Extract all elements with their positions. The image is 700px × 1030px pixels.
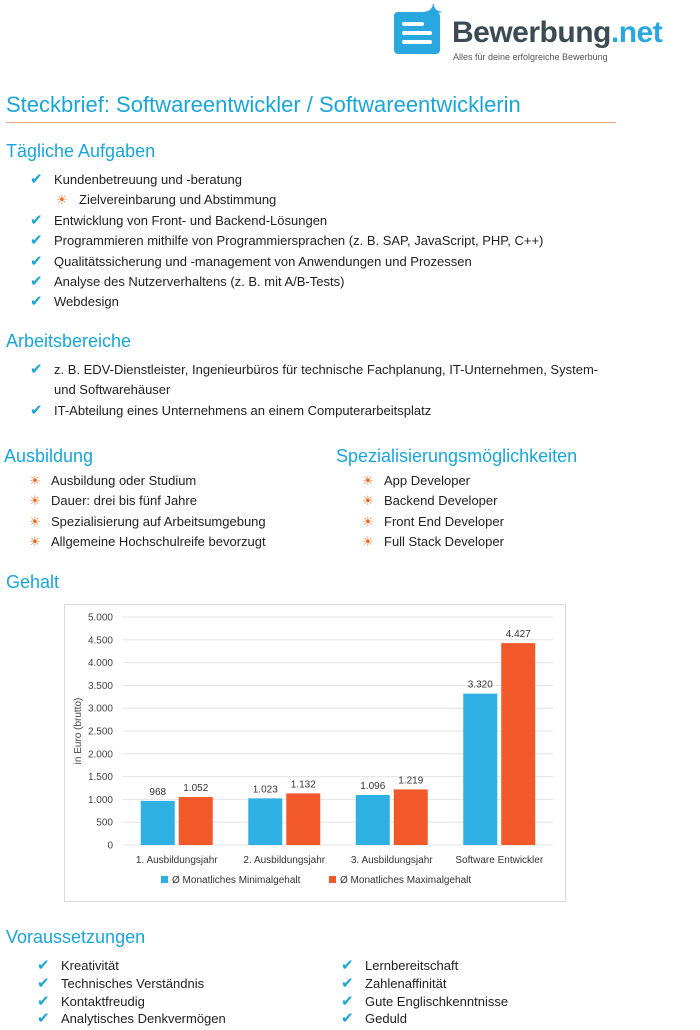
- list-item: ☀ Full Stack Developer: [362, 532, 662, 552]
- list-item: ☀ Front End Developer: [362, 512, 662, 532]
- y-axis-label: in Euro (brutto): [73, 697, 84, 765]
- list-item: ✔ Programmieren mithilfe von Programmiersprachen (z. B. SAP, JavaScript, PHP, C++): [30, 231, 630, 251]
- list-item: ☀ App Developer: [362, 471, 662, 491]
- y-tick-label: 3.500: [87, 680, 113, 692]
- sparkle-icon: ✦: [424, 0, 443, 25]
- list-item: ✔ IT-Abteilung eines Unternehmens an einem Computerarbeitsplatz: [30, 401, 610, 421]
- y-tick-label: 3.000: [87, 703, 113, 715]
- bar: [248, 798, 282, 845]
- bar: [463, 694, 497, 845]
- list-item: ✔ Qualitätssicherung und -management von Anwendungen und Prozessen: [30, 252, 630, 272]
- list-item: ✔ z. B. EDV-Dienstleister, Ingenieurbüros für technische Fachplanung, IT-Unternehmen, System- und Softwarehäuser: [30, 360, 610, 401]
- list-item: ☀ Allgemeine Hochschulreife bevorzugt: [29, 532, 329, 552]
- list-item: ✔ Webdesign: [30, 292, 630, 312]
- list-item: ☀ Dauer: drei bis fünf Jahre: [29, 491, 329, 511]
- legend-swatch: [161, 876, 168, 883]
- x-tick-label: Software Entwickler: [455, 855, 544, 866]
- data-label: 1.023: [252, 784, 278, 796]
- data-label: 1.219: [398, 775, 424, 787]
- list-item: ✔ Entwicklung von Front- und Backend-Lösungen: [30, 211, 630, 231]
- bar: [286, 793, 320, 845]
- aufgaben-heading: Tägliche Aufgaben: [6, 141, 156, 161]
- bar: [394, 789, 428, 845]
- aufgaben-list: [30, 170, 630, 313]
- list-item: ✔ Zahlenaffinität: [341, 975, 641, 993]
- arbeitsbereiche-heading: Arbeitsbereiche: [6, 331, 132, 351]
- list-item: ✔ Analytisches Denkvermögen: [37, 1010, 327, 1028]
- y-tick-label: 4.500: [87, 635, 113, 647]
- bar: [141, 801, 175, 845]
- ausbildung-heading: Ausbildung: [4, 446, 94, 466]
- list-item: ✔ Technisches Verständnis: [37, 975, 327, 993]
- arbeitsbereiche-list: [30, 360, 610, 421]
- list-item: ☀ Ausbildung oder Studium: [29, 471, 329, 491]
- data-label: 1.096: [360, 781, 386, 793]
- gehalt-heading: Gehalt: [6, 572, 60, 592]
- logo-wordmark: [452, 16, 662, 50]
- voraussetzungen-list-right: [341, 957, 641, 1028]
- logo-brand-main: Bewerbung: [452, 16, 611, 49]
- list-item: ✔ Kundenbetreuung und -beratung: [30, 170, 630, 190]
- bar: [356, 795, 390, 845]
- x-tick-label: 1. Ausbildungsjahr: [135, 855, 218, 866]
- data-label: 4.427: [505, 629, 531, 641]
- logo-tagline: Alles für deine erfolgreiche Bewerbung: [453, 52, 608, 62]
- data-label: 1.052: [183, 783, 209, 795]
- list-item: ✔ Kreativität: [37, 957, 327, 975]
- list-item: ✔ Analyse des Nutzerverhaltens (z. B. mit A/B-Tests): [30, 272, 630, 292]
- data-label: 968: [149, 786, 167, 798]
- y-tick-label: 500: [96, 817, 113, 829]
- list-item: ✔ Geduld: [341, 1010, 641, 1028]
- legend-label: Ø Monatliches Maximalgehalt: [340, 875, 472, 886]
- spezialisierung-list: [362, 471, 662, 553]
- list-item: ☀ Zielvereinbarung und Abstimmung: [30, 190, 630, 210]
- logo-brand-suffix: .net: [610, 16, 663, 49]
- list-item: ☀ Backend Developer: [362, 491, 662, 511]
- bar: [501, 643, 535, 845]
- bar: [179, 797, 213, 845]
- voraussetzungen-heading: Voraussetzungen: [6, 927, 146, 947]
- y-tick-label: 0: [107, 840, 113, 852]
- ausbildung-list: [29, 471, 329, 553]
- data-label: 3.320: [467, 679, 493, 691]
- salary-chart: [64, 604, 566, 902]
- x-tick-label: 3. Ausbildungsjahr: [350, 855, 433, 866]
- y-tick-label: 2.500: [87, 726, 113, 738]
- data-label: 1.132: [290, 779, 316, 791]
- voraussetzungen-list-left: [37, 957, 327, 1028]
- y-tick-label: 2.000: [87, 749, 113, 761]
- salary-chart-svg: [65, 605, 565, 901]
- list-item: ✔ Lernbereitschaft: [341, 957, 641, 975]
- y-tick-label: 5.000: [87, 612, 113, 624]
- list-item: ☀ Spezialisierung auf Arbeitsumgebung: [29, 512, 329, 532]
- page-title: Steckbrief: Softwareentwickler / Softwareentwicklerin: [6, 92, 521, 117]
- title-divider: [6, 122, 616, 123]
- list-item: ✔ Kontaktfreudig: [37, 993, 327, 1011]
- y-tick-label: 1.000: [87, 794, 113, 806]
- spezialisierung-heading: Spezialisierungsmöglichkeiten: [336, 446, 578, 466]
- y-tick-label: 1.500: [87, 772, 113, 784]
- legend-label: Ø Monatliches Minimalgehalt: [172, 875, 301, 886]
- x-tick-label: 2. Ausbildungsjahr: [243, 855, 326, 866]
- y-tick-label: 4.000: [87, 658, 113, 670]
- list-item: ✔ Gute Englischkenntnisse: [341, 993, 641, 1011]
- legend-swatch: [329, 876, 336, 883]
